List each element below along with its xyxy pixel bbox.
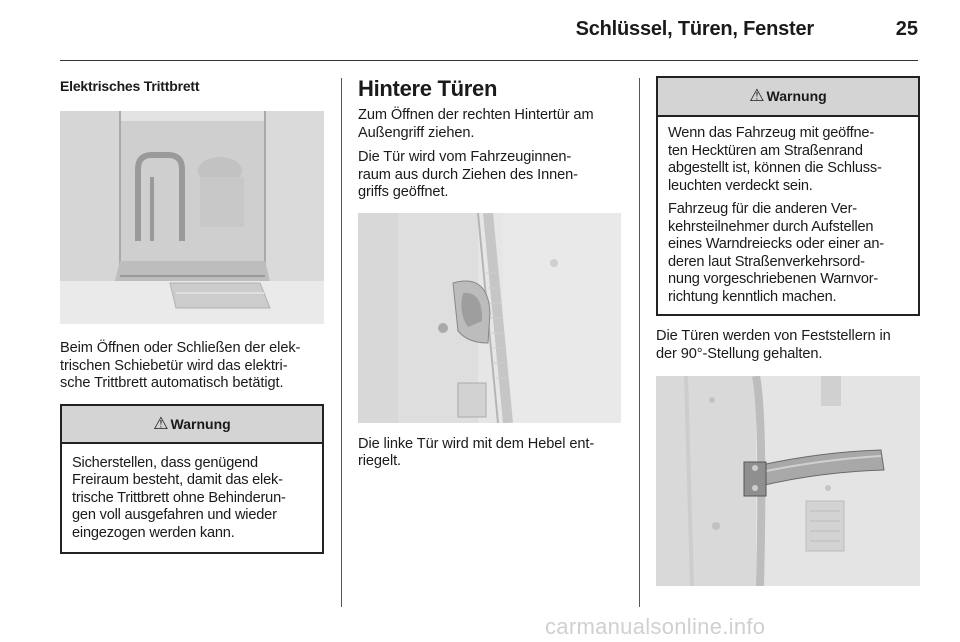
- column-3: [656, 76, 920, 586]
- illustration-electric-step: [60, 111, 324, 324]
- paragraph-line: raum aus durch Ziehen des Innen-: [358, 166, 578, 183]
- warning-label: Warnung: [170, 415, 231, 432]
- warning-line: kehrsteilnehmer durch Aufstellen: [668, 218, 874, 235]
- paragraph-line: Die Türen werden von Feststellern in: [656, 328, 891, 344]
- column-1: [60, 72, 324, 554]
- page-header-title: Schlüssel, Türen, Fenster: [575, 18, 814, 40]
- warning-line: Fahrzeug für die anderen Ver-: [668, 201, 857, 217]
- page-number: 25: [895, 18, 918, 40]
- warning-triangle-icon: ⚠: [749, 86, 765, 105]
- warning-line: eines Warndreiecks oder einer an-: [668, 236, 884, 252]
- warning-triangle-icon: ⚠: [153, 413, 169, 433]
- warning-line: leuchten verdeckt sein.: [668, 177, 813, 194]
- warning-label: Warnung: [766, 88, 827, 104]
- electric-step-paragraph: [60, 340, 324, 393]
- warning-line: Wenn das Fahrzeug mit geöffne-: [668, 125, 875, 141]
- column-rule-right: [639, 78, 640, 607]
- rear-door-paragraph-2: [358, 149, 623, 202]
- warning-box-electric-step: [60, 404, 324, 555]
- header-rule: [60, 60, 918, 61]
- section-heading-rear-doors: Hintere Türen: [358, 76, 498, 101]
- column-rule-left: [341, 78, 342, 607]
- paragraph-line: der 90°-Stellung gehalten.: [656, 345, 823, 362]
- door-stopper-paragraph: [656, 328, 920, 363]
- warning-paragraph: [72, 455, 312, 543]
- warning-line: richtung kenntlich machen.: [668, 288, 837, 305]
- warning-line: Sicherstellen, dass genügend: [72, 454, 258, 471]
- warning-box-rear-doors: [656, 76, 920, 316]
- warning-paragraph: [668, 201, 908, 306]
- paragraph-line: trischen Schiebetür wird das elektri-: [60, 357, 288, 374]
- paragraph-line: riegelt.: [358, 453, 402, 469]
- warning-line: gen voll ausgefahren und wieder: [72, 507, 277, 523]
- warning-line: eingezogen werden kann.: [72, 524, 235, 541]
- warning-line: trische Trittbrett ohne Behinderun-: [72, 489, 286, 506]
- paragraph-line: Zum Öffnen der rechten Hintertür am: [358, 107, 594, 123]
- warning-line: Freiraum besteht, damit das elek-: [72, 472, 283, 488]
- subheading-electric-step: Elektrisches Trittbrett: [60, 78, 200, 94]
- illustration-door-stopper: [656, 376, 920, 586]
- warning-header: [658, 78, 918, 117]
- warning-header: [62, 406, 322, 444]
- watermark: carmanualsonline.info: [545, 614, 766, 639]
- paragraph-line: Die linke Tür wird mit dem Hebel ent-: [358, 435, 595, 452]
- warning-paragraph: [668, 125, 908, 195]
- warning-body: [658, 117, 918, 314]
- paragraph-line: Beim Öffnen oder Schließen der elek-: [60, 340, 301, 356]
- warning-body: [62, 444, 322, 553]
- paragraph-line: sche Trittbrett automatisch betätigt.: [60, 375, 284, 391]
- warning-line: nung vorgeschriebenen Warnvor-: [668, 271, 879, 287]
- illustration-rear-door-handle: [358, 213, 621, 423]
- warning-line: ten Hecktüren am Straßenrand: [668, 142, 863, 159]
- rear-door-paragraph-1: [358, 107, 623, 142]
- paragraph-line: Die Tür wird vom Fahrzeuginnen-: [358, 149, 572, 165]
- warning-line: deren laut Straßenverkehrsord-: [668, 253, 865, 270]
- warning-line: abgestellt ist, können die Schluss-: [668, 160, 882, 176]
- rear-door-paragraph-3: [358, 436, 623, 471]
- column-2: [358, 76, 623, 471]
- paragraph-line: griffs geöffnet.: [358, 184, 449, 200]
- paragraph-line: Außengriff ziehen.: [358, 124, 475, 141]
